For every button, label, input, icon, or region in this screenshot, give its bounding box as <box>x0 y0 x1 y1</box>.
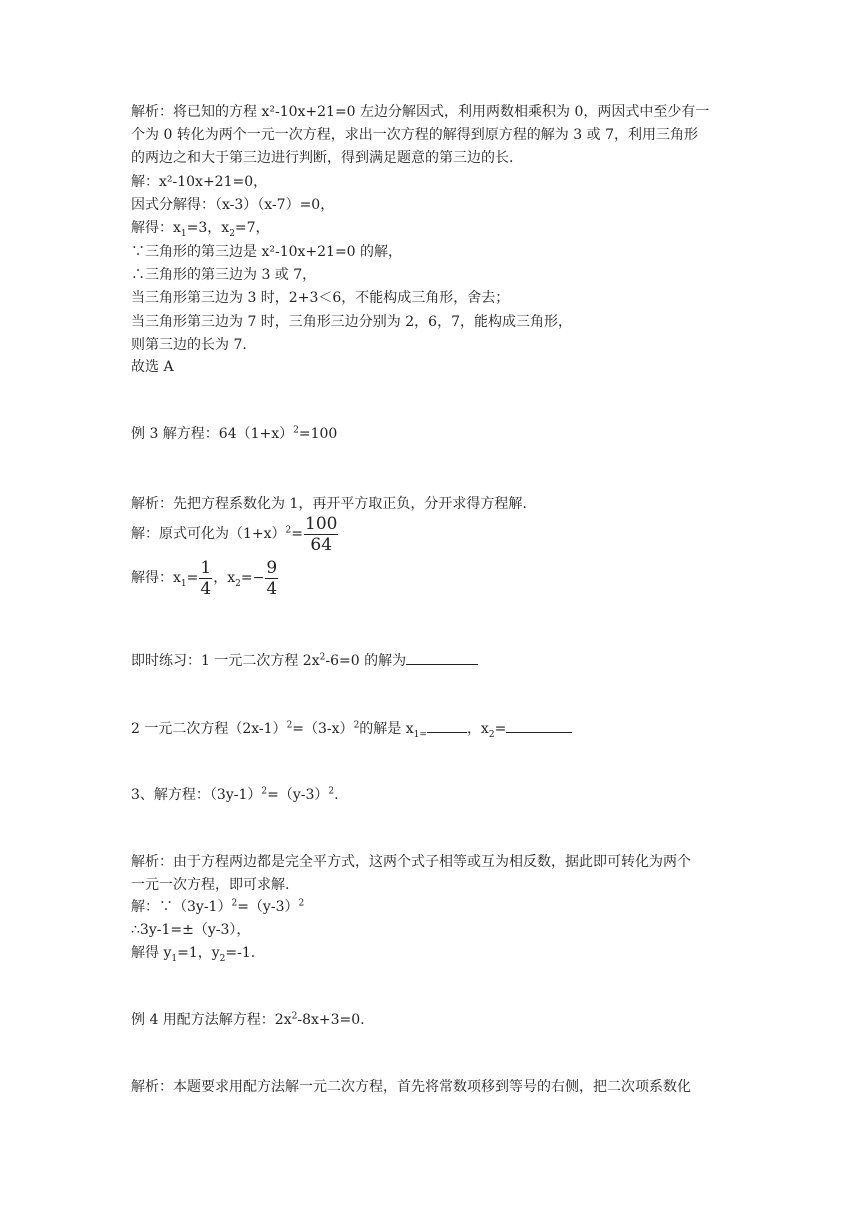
example-3-result: 解得：$x_1=$ $\frac{1}{4}$ ，$x_2=-$ $\frac{9}{4}$ <box>131 557 278 599</box>
analysis-1-line-1: 解析：将已知的方程 x²-10x+21=0 左边分解因式，利用两数相乘积为 0，两因式中至少有一 <box>131 104 710 120</box>
practice-3: 3、解方程：$(3y-1)^2=(y-3)^2$. <box>131 786 339 803</box>
solution-1-line-4: ∵三角形的第三边是 x²-10x+21=0 的解， <box>131 244 403 260</box>
solution-1-line-5: ∴三角形的第三边为 3 或 7， <box>131 267 317 283</box>
fraction-9-over-4: $\frac{9}{4}$ <box>266 557 278 599</box>
answer-blank-x2[interactable] <box>506 718 572 733</box>
example-4-title: 例 4 用配方法解方程：$2x^2-8x+3=0$. <box>131 1011 365 1028</box>
practice-2: 2 一元二次方程$(2x-1)^2=(3-x)^2$的解是 $x_{1=}$ ，$x_2=$ <box>131 718 572 739</box>
solution-1-line-1: 解：x²-10x+21=0， <box>131 174 268 190</box>
practice-1: 即时练习：1 一元二次方程 $2x^2-6=0$ 的解为 <box>131 650 478 671</box>
analysis-1-line-2: 个为 0 转化为两个一元一次方程，求出一次方程的解得到原方程的解为 3 或 7，利用三角形 <box>131 127 698 143</box>
example-3-solution: 解：原式可化为$(1+x)^2=$ $\frac{100}{64}$ <box>131 513 338 555</box>
analysis-3-line-1: 解析：由于方程两边都是完全平方式，这两个式子相等或互为相反数，据此即可转化为两个 <box>131 854 691 870</box>
analysis-3-line-2: 一元一次方程，即可求解. <box>131 877 290 893</box>
fraction-1-over-4: $\frac{1}{4}$ <box>200 557 212 599</box>
solution-1-line-9: 故选 A <box>131 359 174 375</box>
answer-blank[interactable] <box>406 650 478 665</box>
solution-1-line-6: 当三角形第三边为 3 时，2+3＜6，不能构成三角形，舍去； <box>131 290 510 306</box>
example-4-analysis: 解析：本题要求用配方法解一元二次方程，首先将常数项移到等号的右侧，把二次项系数化 <box>131 1079 691 1095</box>
answer-blank-x1[interactable] <box>427 718 467 733</box>
example-3-title: 例 3 解方程：$64(1+x)^2=100$ <box>131 425 338 442</box>
example-3-analysis: 解析：先把方程系数化为 1，再开平方取正负，分开求得方程解. <box>131 496 527 512</box>
analysis-3-solution-1: 解：$\because(3y-1)^2=(y-3)^2$ <box>131 898 305 915</box>
solution-1-line-7: 当三角形第三边为 7 时，三角形三边分别为 2，6，7，能构成三角形， <box>131 314 572 330</box>
fraction-100-over-64: $\frac{100}{64}$ <box>305 513 338 555</box>
solution-1-line-2: 因式分解得：（x-3）（x-7）=0， <box>131 197 335 213</box>
solution-1-line-8: 则第三边的长为 7. <box>131 337 247 353</box>
solution-1-line-3: 解得：$x_1=3$，$x_2=7$， <box>131 220 270 239</box>
analysis-1-line-3: 的两边之和大于第三边进行判断，得到满足题意的第三边的长. <box>131 150 514 166</box>
analysis-3-solution-2: ∴3y-1=±（y-3）， <box>131 922 251 938</box>
analysis-3-solution-3: 解得 $y_1=1$，$y_2=-1$. <box>131 945 256 964</box>
